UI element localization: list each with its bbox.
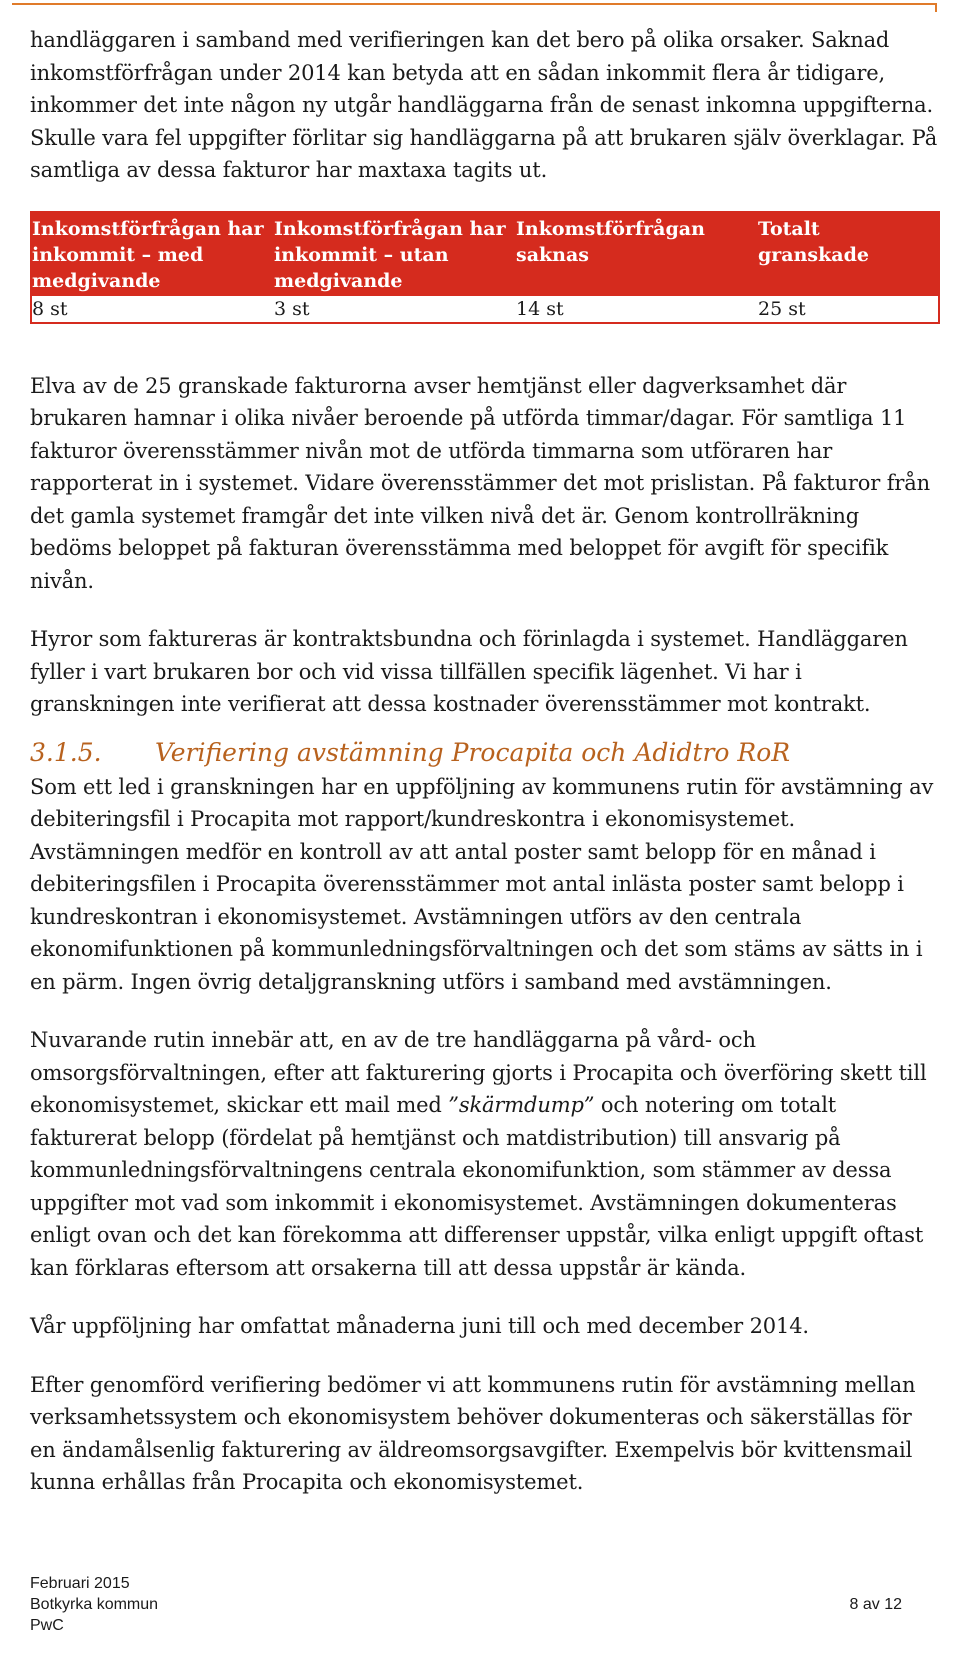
section-number: 3.1.5.	[30, 737, 102, 767]
table-header-cell: Inkomstförfrågan saknas	[516, 212, 758, 296]
table-header-cell: Totalt granskade	[758, 212, 939, 296]
footer-date: Februari 2015	[30, 1575, 130, 1592]
table-row	[31, 296, 939, 323]
table-cell: 3 st	[274, 297, 310, 320]
footer-organization: Botkyrka kommun	[30, 1596, 159, 1613]
text-run: och notering om totalt fakturerat belopp (fördelat på hemtjänst och matdistribution) till ansvarig på kommunledningsförvaltningens centrala ekonomifunktion, som stämmer av dessa uppgifter mot vad som inkommit i ekonomisystemet. Avstämningen dokumenteras enligt ovan och det kan förekomma att differenser uppstår, vilka enligt uppgift oftast kan förklaras eftersom att orsakerna till att dessa uppstår är kända.	[30, 1093, 924, 1280]
section-heading	[30, 735, 940, 771]
table-header-cell: Inkomstförfrågan har inkommit – med medgivande	[31, 212, 274, 296]
text-run: Nuvarande rutin innebär att, en av de tre handläggarna på vård- och omsorgsförvaltningen, efter att fakturering gjorts i Procapita och överföring skett till ekonomisystemet, skickar ett mail med	[30, 1028, 927, 1117]
section-paragraph-current-routine	[30, 1024, 940, 1284]
table-header-cell: Inkomstförfrågan har inkommit – utan medgivande	[274, 212, 516, 296]
verification-table	[30, 211, 940, 324]
table-cell: 25 st	[758, 297, 806, 320]
document-body	[30, 24, 940, 1499]
text-run-italic: ”skärmdump”	[448, 1093, 595, 1117]
page-number: 8 av 12	[849, 1596, 902, 1613]
table-cell: 8 st	[32, 297, 68, 320]
page-footer	[30, 1573, 158, 1636]
section-title: Verifiering avstämning Procapita och Adidtro RoR	[155, 737, 791, 767]
footer-firm: PwC	[30, 1617, 64, 1634]
section-paragraph-scope: Vår uppföljning har omfattat månaderna juni till och med december 2014.	[30, 1314, 809, 1338]
paragraph-invoice-levels: Elva av de 25 granskade fakturorna avser hemtjänst eller dagverksamhet där brukaren hamnar i olika nivåer beroende på utförda timmar/dagar. För samtliga 11 fakturor överensstämmer nivån mot de utförda timmarna som utföraren har rapporterat in i systemet. Vidare överensstämmer det mot prislistan. På fakturor från det gamla systemet framgår det inte vilken nivå det är. Genom kontrollräkning bedöms beloppet på fakturan överensstämma med beloppet för avgift för specifik nivån.	[30, 373, 930, 593]
section-paragraph-assessment: Efter genomförd verifiering bedömer vi att kommunens rutin för avstämning mellan verksamhetssystem och ekonomisystem behöver dokumenteras och säkerställas för en ändamålsenlig fakturering av äldreomsorgsavgifter. Exempelvis bör kvittensmail kunna erhållas från Procapita och ekonomisystemet.	[30, 1372, 916, 1494]
intro-paragraph: handläggaren i samband med verifieringen kan det bero på olika orsaker. Saknad inkomstförfrågan under 2014 kan betyda att en sådan inkommit flera år tidigare, inkommer det inte någon ny utgår handläggarna från de senast inkomna uppgifterna. Skulle vara fel uppgifter förlitar sig handläggarna på att brukaren själv överklagar. På samtliga av dessa fakturor har maxtaxa tagits ut.	[30, 28, 938, 182]
table-cell: 14 st	[516, 297, 564, 320]
paragraph-rent: Hyror som faktureras är kontraktsbundna och förinlagda i systemet. Handläggaren fyller i vart brukaren bor och vid vissa tillfällen specifik lägenhet. Vi har i granskningen inte verifierat att dessa kostnader överensstämmer mot kontrakt.	[30, 627, 908, 716]
section-paragraph-routine: Som ett led i granskningen har en uppföljning av kommunens rutin för avstämning av debiteringsfil i Procapita mot rapport/kundreskontra i ekonomisystemet. Avstämningen medför en kontroll av att antal poster samt belopp för en månad i debiteringsfilen i Procapita överensstämmer mot antal inlästa poster samt belopp i kundreskontran i ekonomisystemet. Avstämningen utförs av den centrala ekonomifunktionen på kommunledningsförvaltningen och det som stäms av sätts in i en pärm. Ingen övrig detaljgranskning utförs i samband med avstämningen.	[30, 774, 934, 994]
header-rule-tick	[935, 3, 937, 12]
table-header-row	[31, 212, 939, 296]
header-rule	[12, 3, 937, 5]
